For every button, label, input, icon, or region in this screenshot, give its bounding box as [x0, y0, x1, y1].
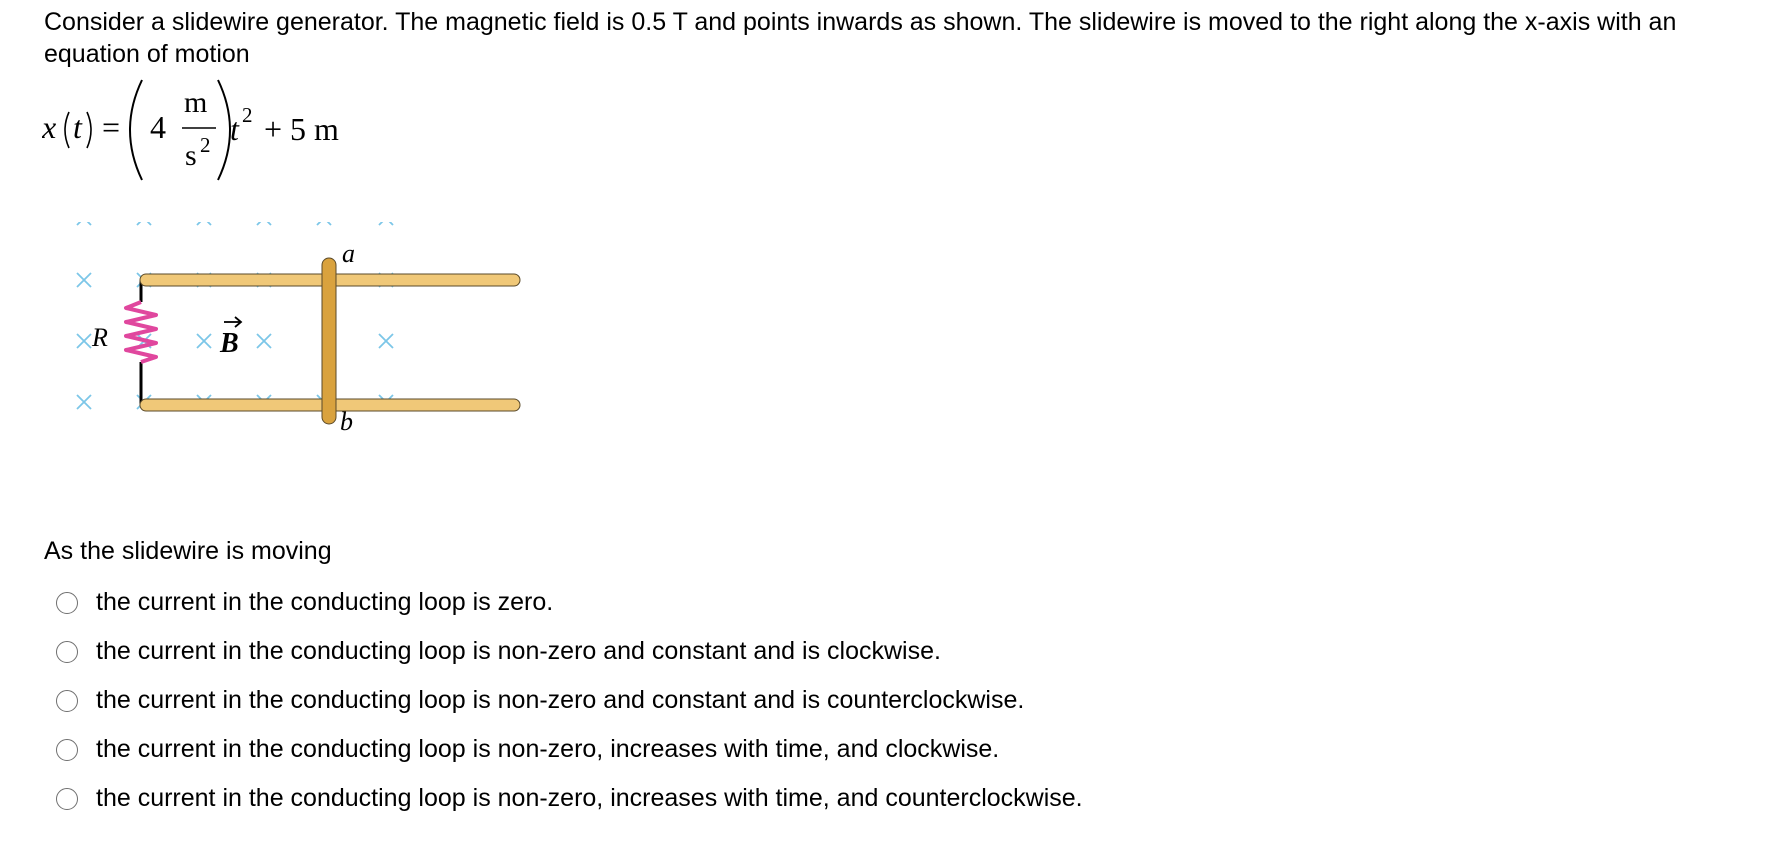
slidewire-rod: [322, 258, 336, 424]
option-label: the current in the conducting loop is non-zero, increases with time, and clockwise.: [96, 735, 1000, 763]
field-x-mark: [197, 334, 211, 348]
eq-equals: =: [102, 109, 121, 145]
answer-options: [56, 578, 1083, 823]
eq-unit-den-exp: 2: [200, 133, 211, 157]
eq-time-var: t: [230, 111, 239, 147]
eq-unit-num: m: [184, 86, 208, 119]
label-b: b: [340, 407, 353, 436]
field-x-mark: [257, 222, 271, 225]
answer-option[interactable]: [56, 774, 1083, 823]
eq-coef: 4: [150, 109, 166, 145]
radio-button[interactable]: [56, 690, 78, 712]
answer-option[interactable]: [56, 578, 1083, 627]
eq-lhs-var: x: [42, 109, 57, 145]
radio-button[interactable]: [56, 641, 78, 663]
field-x-mark: [257, 334, 271, 348]
radio-button[interactable]: [56, 788, 78, 810]
field-x-mark: [77, 222, 91, 225]
field-x-mark: [379, 334, 393, 348]
field-x-mark: [379, 222, 393, 225]
eq-unit-den: s: [185, 139, 197, 172]
answer-option[interactable]: [56, 676, 1083, 725]
field-x-mark: [197, 222, 211, 225]
label-r: R: [92, 323, 108, 352]
label-b-field: B: [220, 328, 239, 359]
label-a: a: [342, 239, 355, 268]
radio-button[interactable]: [56, 592, 78, 614]
eq-paren-right: [218, 80, 230, 180]
eq-time-exp: 2: [242, 103, 253, 127]
field-x-mark: [77, 395, 91, 409]
radio-button[interactable]: [56, 739, 78, 761]
eq-plus-term: + 5 m: [264, 111, 339, 147]
slidewire-diagram: [70, 222, 540, 472]
eq-lhs-paren-right: [87, 112, 91, 148]
question-text: Consider a slidewire generator. The magnetic field is 0.5 T and points inwards as shown. The slidewire is moved to the right along the x-axis with an equation of motion: [44, 8, 1677, 68]
option-label: the current in the conducting loop is zero.: [96, 588, 554, 616]
field-x-mark: [317, 222, 331, 225]
eq-lhs-paren-left: [65, 112, 69, 148]
field-x-mark: [137, 222, 151, 225]
eq-paren-left: [130, 80, 142, 180]
answer-option[interactable]: [56, 725, 1083, 774]
field-x-mark: [77, 273, 91, 287]
option-label: the current in the conducting loop is non-zero and constant and is clockwise.: [96, 637, 941, 665]
b-field-vector-arrow: [224, 317, 241, 327]
option-label: the current in the conducting loop is non-zero and constant and is counterclockwise.: [96, 686, 1025, 714]
prompt-text: As the slidewire is moving: [44, 537, 332, 565]
option-label: the current in the conducting loop is non-zero, increases with time, and counterclockwise.: [96, 784, 1083, 812]
answer-option[interactable]: [56, 627, 1083, 676]
eq-lhs-arg: t: [73, 109, 82, 145]
field-x-mark: [77, 334, 91, 348]
resistor: [126, 302, 156, 362]
equation-of-motion: [42, 76, 442, 186]
